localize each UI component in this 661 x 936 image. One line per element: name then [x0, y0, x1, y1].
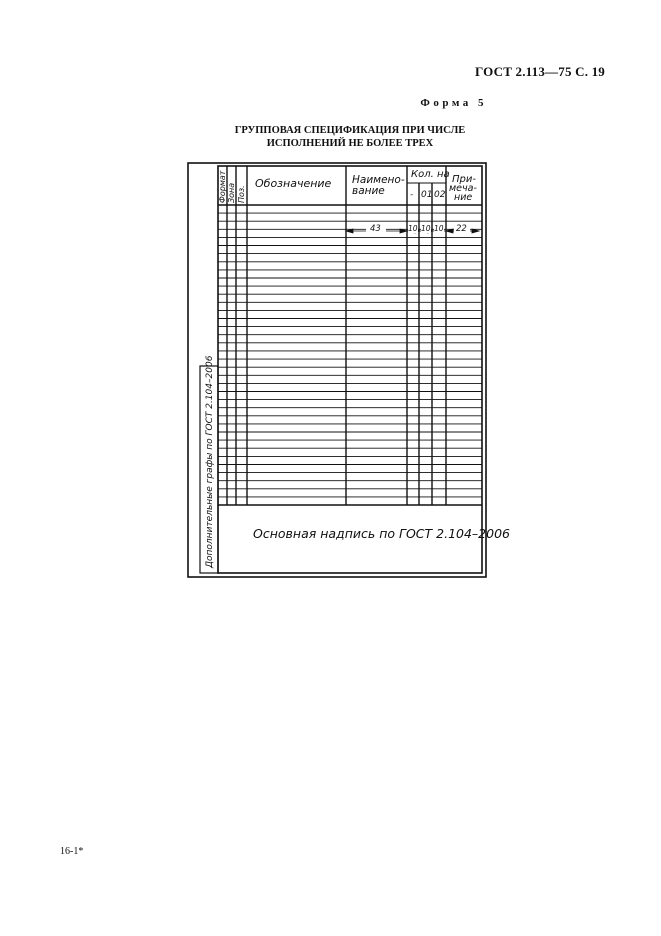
qty-subcolumn-3: 02 [434, 190, 446, 200]
column-name-label-2: вание [352, 185, 385, 197]
column-format-label: Формат [218, 170, 227, 203]
column-note-label-3: ние [454, 192, 473, 203]
form-label: Форма 5 [420, 97, 487, 109]
dim-name-width: 43 [370, 224, 381, 234]
title-block-note: Основная надпись по ГОСТ 2.104–2006 [253, 526, 510, 541]
column-designation-label: Обозначение [255, 177, 332, 190]
column-qty-label: Кол. на [411, 169, 450, 180]
column-name-label-1: Наимено- [352, 174, 405, 186]
table-rows [218, 213, 482, 497]
qty-subcolumn-1: - [410, 190, 414, 200]
dim-note-width: 22 [456, 224, 467, 234]
page-marker: 16-1* [60, 846, 84, 857]
dim-qty-width-3: 10 [434, 224, 444, 233]
column-note-label-1: При- [452, 174, 476, 185]
column-lines [227, 166, 446, 505]
column-position-label: Поз. [237, 185, 246, 203]
column-zone-label: Зона [227, 182, 236, 203]
dim-qty-width-2: 10 [421, 224, 431, 233]
title-line-2: ИСПОЛНЕНИЙ НЕ БОЛЕЕ ТРЕХ [266, 138, 434, 149]
side-additional-columns-note: Дополнительные графы по ГОСТ 2.104–2006 [205, 355, 215, 568]
qty-subcolumn-2: 01 [421, 190, 433, 200]
document-id: ГОСТ 2.113—75 С. 19 [475, 64, 605, 79]
dim-qty-width-1: 10 [408, 224, 418, 233]
column-note-label-2: меча- [449, 183, 477, 194]
title-line-1: ГРУППОВАЯ СПЕЦИФИКАЦИЯ ПРИ ЧИСЛЕ [234, 125, 466, 136]
